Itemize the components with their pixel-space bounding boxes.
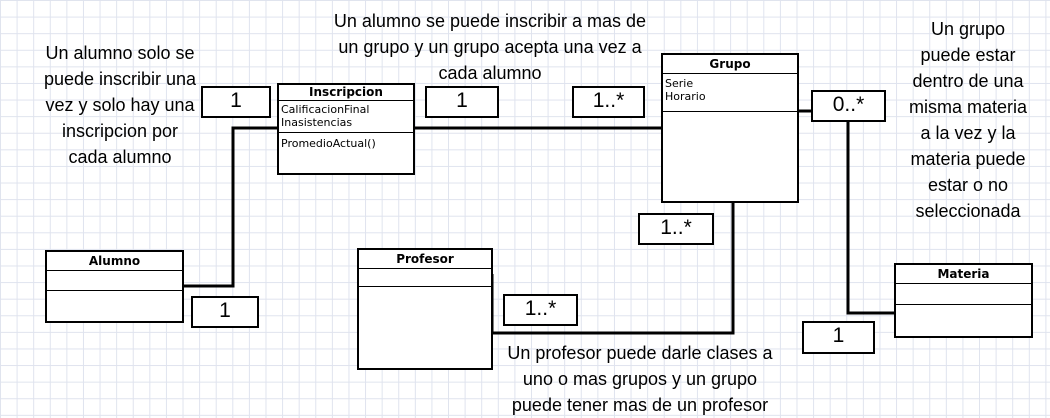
multiplicity-grupo-materia[interactable]: 0..* bbox=[811, 90, 886, 122]
attribute: Inasistencias bbox=[281, 116, 353, 129]
multiplicity-grupo-profesor[interactable]: 1..* bbox=[638, 213, 714, 245]
class-name: Grupo bbox=[663, 55, 797, 74]
note-grupo-materia: Un grupo puede estar dentro de una misma materia a la vez y la materia puede estar o no seleccionada bbox=[908, 19, 1028, 221]
line-grupo-materia[interactable] bbox=[798, 111, 895, 313]
class-inscripcion[interactable] bbox=[277, 83, 415, 175]
class-attributes bbox=[359, 269, 491, 287]
class-name: Alumno bbox=[47, 252, 182, 271]
class-attributes bbox=[663, 74, 797, 112]
multiplicity-grupo-left[interactable]: 1..* bbox=[572, 86, 645, 118]
class-materia[interactable] bbox=[894, 263, 1033, 338]
class-profesor[interactable] bbox=[357, 248, 493, 370]
attribute: Serie bbox=[665, 77, 694, 90]
multiplicity-profesor-grupo[interactable]: 1..* bbox=[503, 294, 578, 326]
note-alumno-inscripcion: Un alumno solo se puede inscribir una vez y solo hay una inscripcion por cada alumno bbox=[43, 43, 197, 167]
class-grupo[interactable] bbox=[661, 53, 799, 203]
class-attributes bbox=[279, 101, 413, 133]
method: PromedioActual() bbox=[281, 137, 376, 150]
multiplicity-alumno-inscripcion[interactable]: 1 bbox=[201, 86, 271, 118]
class-name: Inscripcion bbox=[279, 85, 413, 101]
class-attributes bbox=[47, 271, 182, 291]
multiplicity-materia[interactable]: 1 bbox=[802, 321, 875, 354]
multiplicity-alumno-bottom[interactable]: 1 bbox=[191, 296, 259, 328]
attribute: Horario bbox=[665, 90, 706, 103]
class-attributes bbox=[896, 284, 1031, 305]
class-methods bbox=[279, 133, 413, 150]
class-alumno[interactable] bbox=[45, 250, 184, 323]
attribute: CalificacionFinal bbox=[281, 103, 370, 116]
note-alumno-grupo: Un alumno se puede inscribir a mas de un grupo y un grupo acepta una vez a cada alumno bbox=[333, 11, 647, 83]
class-name: Profesor bbox=[359, 250, 491, 269]
class-name: Materia bbox=[896, 265, 1031, 284]
multiplicity-inscripcion-grupo[interactable]: 1 bbox=[425, 86, 499, 118]
note-profesor-grupo: Un profesor puede darle clases a uno o mas grupos y un grupo puede tener mas de un profesor bbox=[507, 343, 773, 415]
